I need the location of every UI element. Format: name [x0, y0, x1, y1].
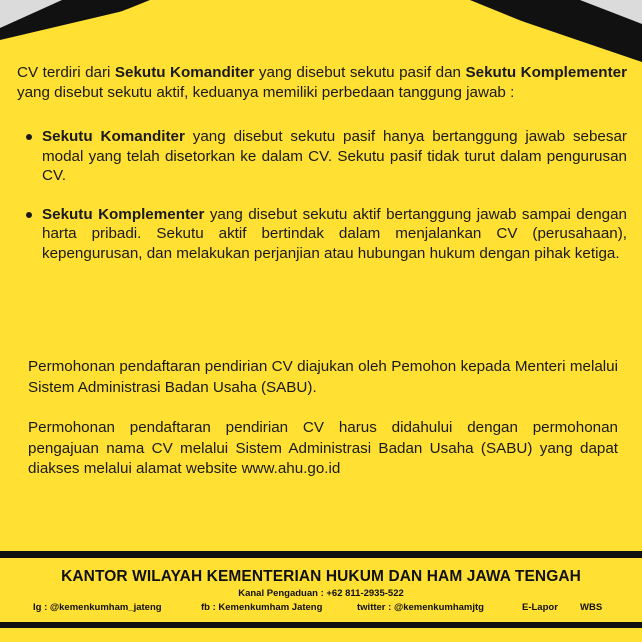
intro-paragraph	[17, 63, 627, 102]
bullet-item-komanditer	[42, 127, 627, 186]
bullet-text: yang disebut sekutu aktif bertanggung jawab sampai dengan harta pribadi. Sekutu aktif bertindak dalam menjalankan CV (perusahaan), kepengurusan, dan melakukan perjanjian atau hubungan hukum dengan pihak ketiga.	[42, 205, 627, 262]
footer-instagram: Ig : @kemenkumham_jateng	[33, 602, 162, 613]
footer-wbs: WBS	[580, 602, 603, 613]
footer-facebook: fb : Kemenkumham Jateng	[201, 602, 323, 613]
intro-bold-komplementer: Sekutu Komplementer	[465, 64, 627, 81]
intro-text-2: yang disebut sekutu pasif dan	[254, 64, 466, 81]
bullet-list	[17, 127, 627, 263]
bullet-bold: Sekutu Komplementer	[42, 205, 205, 223]
footer-kanal-pengaduan: Kanal Pengaduan : +62 811-2935-522	[238, 588, 404, 599]
footer-org-name: KANTOR WILAYAH KEMENTERIAN HUKUM DAN HAM JAWA TENGAH	[61, 568, 581, 585]
intro-text-1: CV terdiri dari	[17, 64, 115, 81]
top-corner-stripes	[0, 0, 642, 70]
bullet-item-komplementer	[42, 205, 627, 264]
paragraph-2-text: Permohonan pendaftaran pendirian CV diajukan oleh Pemohon kepada Menteri melalui Sistem Administrasi Badan Usaha (SABU).	[28, 358, 618, 396]
intro-text-3: yang disebut sekutu aktif, keduanya memiliki perbedaan tanggung jawab :	[17, 83, 515, 101]
paragraph-3-text: Permohonan pendaftaran pendirian CV harus didahului dengan permohonan pengajuan nama CV melalui Sistem Administrasi Badan Usaha (SABU) yang dapat diakses melalui alamat website www.ahu.go.id	[28, 419, 618, 477]
footer-top-bar	[0, 551, 642, 558]
footer-elapor: E-Lapor	[522, 602, 558, 613]
bullet-bold: Sekutu Komanditer	[42, 128, 185, 145]
paragraph-ahu	[28, 418, 618, 480]
intro-bold-komanditer: Sekutu Komanditer	[114, 64, 255, 81]
footer-twitter: twitter : @kemenkumhamjtg	[357, 602, 484, 613]
bullet-text: yang disebut sekutu pasif hanya bertanggung jawab sebesar modal yang telah disetorkan ke dalam CV. Sekutu pasif tidak turut dalam pengurusan CV.	[42, 128, 627, 184]
footer-bottom-bar	[0, 622, 642, 628]
main-content	[17, 63, 627, 282]
paragraph-sabu	[28, 357, 618, 398]
footer	[0, 551, 642, 642]
